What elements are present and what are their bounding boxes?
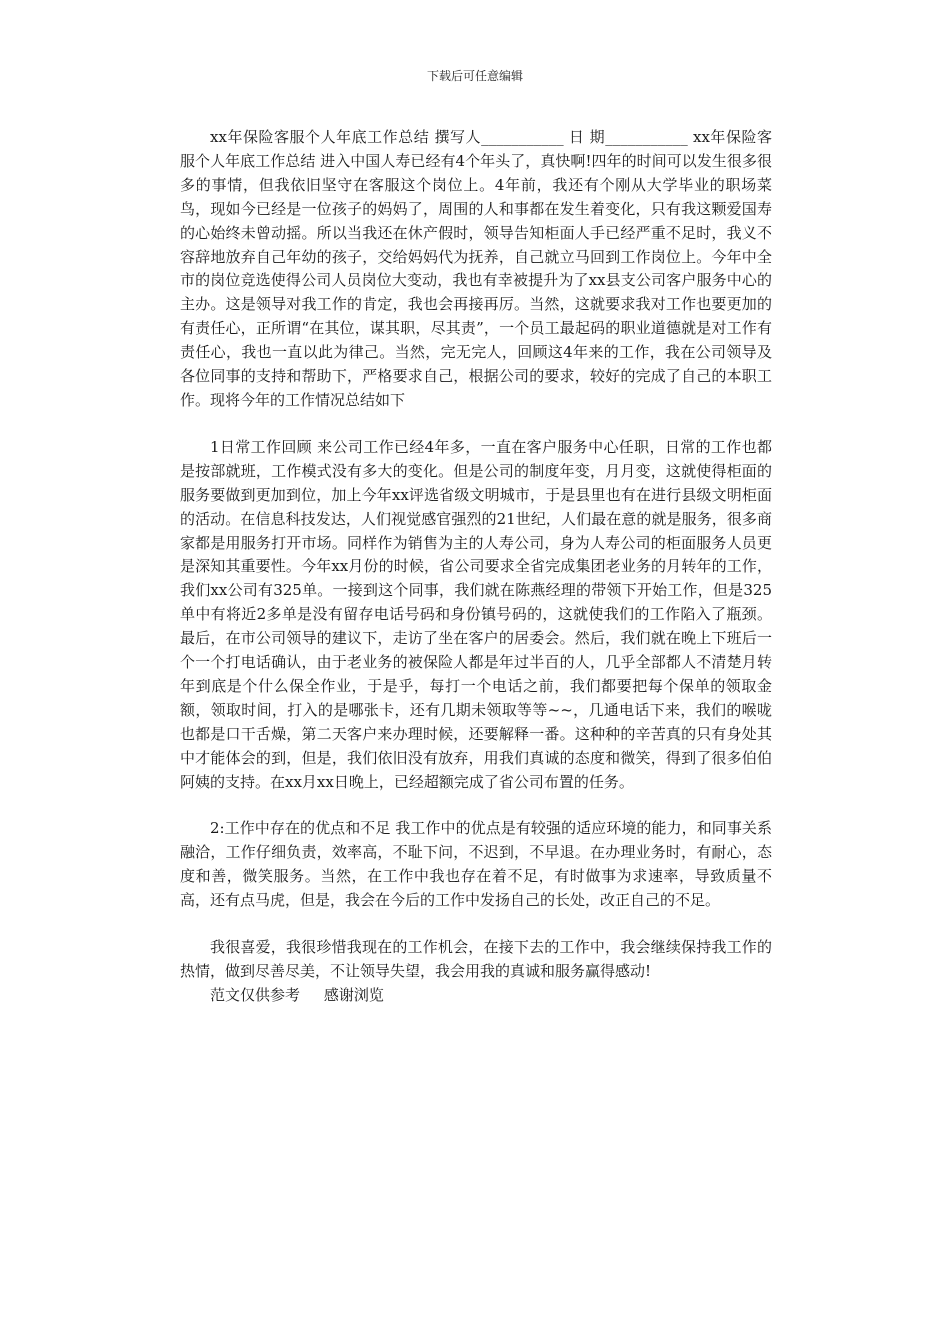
footer-thanks-note: 感谢浏览 [323, 985, 384, 1004]
paragraph-closing: 我很喜爱，我很珍惜我现在的工作机会，在接下去的工作中，我会继续保持我工作的热情，做到尽善尽美，不让领导失望，我会用我的真诚和服务赢得感动! [180, 938, 772, 980]
paragraph-daily-work-review: 1日常工作回顾 来公司工作已经4年多，一直在客户服务中心任职，日常的工作也都是按部就班，工作模式没有多大的变化。但是公司的制度年变，月月变，这就使得柜面的服务要做到更加到位，加上今年xx评选省级文明城市，于是县里也有在进行县级文明柜面的活动。在信息科技发达，人们视觉感官强烈的21世纪，人们最在意的就是服务，很多商家都是用服务打开市场。同样作为销售为主的人寿公司，身为人寿公司的柜面服务人员更是深知其重要性。今年xx月份的时候，省公司要求全省完成集团老业务的月转年的工作，我们xx公司有325单。一接到这个同事，我们就在陈燕经理的带领下开始工作，但是325单中有将近2多单是没有留存电话号码和身份镇号码的，这就使我们的工作陷入了瓶颈。最后，在市公司领导的建议下，走访了坐在客户的居委会。然后，我们就在晚上下班后一个一个打电话确认，由于老业务的被保险人都是年过半百的人，几乎全部都人不清楚月转年到底是个什么保全作业，于是乎，每打一个电话之前，我们都要把每个保单的领取金额，领取时间，打入的是哪张卡，还有几期未领取等等~~，几通电话下来，我们的喉咙也都是口干舌燥，第二天客户来办理时候，还要解释一番。这种种的辛苦真的只有身处其中才能体会的到，但是，我们依旧没有放弃，用我们真诚的态度和微笑，得到了很多伯伯阿姨的支持。在xx月xx日晚上，已经超额完成了省公司布置的任务。 [180, 437, 772, 791]
document-body [180, 126, 772, 1008]
download-note: 下载后可任意编辑 [426, 69, 523, 83]
paragraph-strengths-weaknesses: 2:工作中存在的优点和不足 我工作中的优点是有较强的适应环境的能力，和同事关系融洽，工作仔细负责，效率高，不耻下问，不迟到，不早退。在办理业务时，有耐心，态度和善，微笑服务。当然，在工作中我也存在着不足，有时做事为求速率，导致质量不高，还有点马虎，但是，我会在今后的工作中发扬自己的长处，改正自己的不足。 [180, 819, 772, 910]
paragraph-intro: xx年保险客服个人年底工作总结 撰写人___________ 日 期___________ xx年保险客服个人年底工作总结 进入中国人寿已经有4个年头了，真快啊!四年的时间可以发生很多很多的事情，但我依旧坚守在客服这个岗位上。4年前，我还有个刚从大学毕业的职场菜鸟，现如今已经是一位孩子的妈妈了，周围的人和事都在发生着变化，只有我这颗爱国寿的心始终未曾动摇。所以当我还在休产假时，领导告知柜面人手已经严重不足时，我义不容辞地放弃自己年幼的孩子，交给妈妈代为抚养，自己就立马回到工作岗位上。今年中全市的岗位竞选使得公司人员岗位大变动，我也有幸被提升为了xx县支公司客户服务中心的主办。这是领导对我工作的肯定，我也会再接再厉。当然，这就要求我对工作也要更加的有责任心，正所谓“在其位，谋其职，尽其责”，一个员工最起码的职业道德就是对工作有责任心，我也一直以此为律己。当然，完无完人，回顾这4年来的工作，我在公司领导及各位同事的支持和帮助下，严格要求自己，根据公司的要求，较好的完成了自己的本职工作。现将今年的工作情况总结如下 [180, 128, 772, 409]
footer-line [180, 984, 772, 1008]
footer-reference-note: 范文仅供参考 [210, 985, 301, 1004]
